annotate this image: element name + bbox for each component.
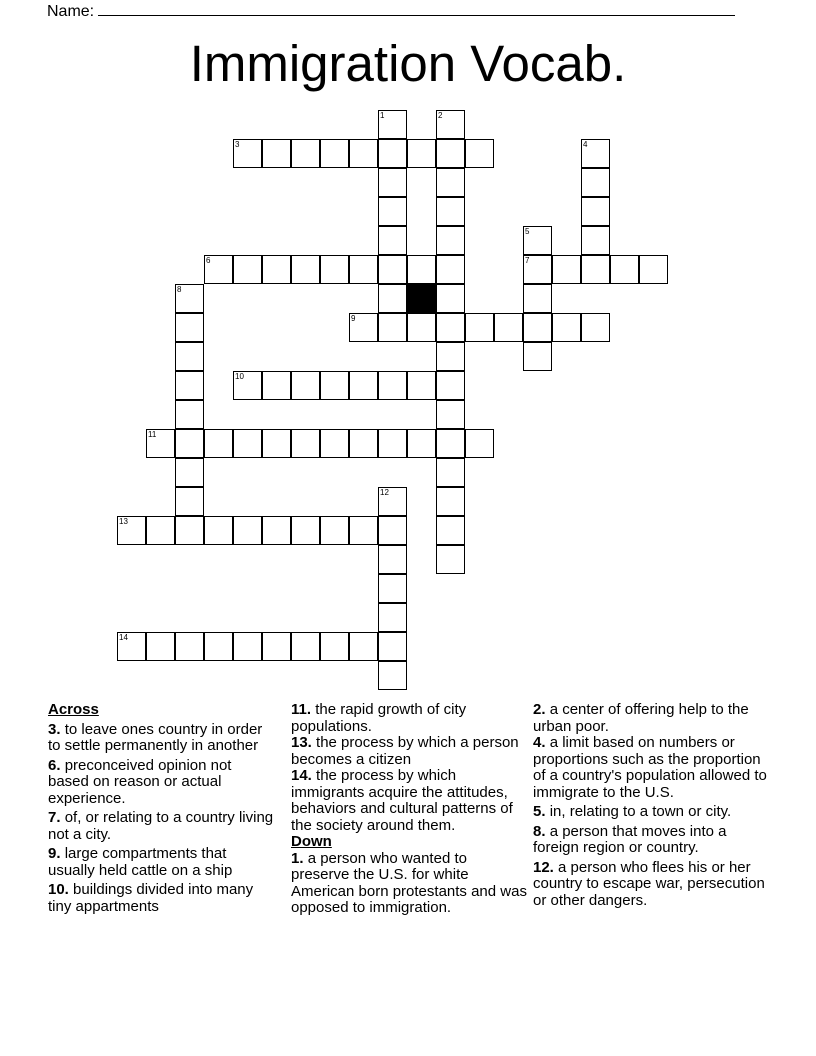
clue-number-label: 14 [119, 633, 128, 642]
crossword-cell[interactable] [407, 313, 436, 342]
crossword-cell[interactable] [146, 429, 175, 458]
clue-across [48, 810, 276, 843]
crossword-cell[interactable] [175, 516, 204, 545]
crossword-cell[interactable] [581, 226, 610, 255]
clue-text: a person that moves into a foreign region or country. [533, 822, 727, 856]
clue-across [291, 735, 529, 768]
clues-column-2 [291, 702, 529, 920]
clue-number-label: 2 [438, 111, 443, 120]
crossword-cell[interactable] [349, 313, 378, 342]
clue-text: a person who flees his or her country to escape war, persecution or other dangers. [533, 858, 765, 909]
crossword-cell[interactable] [465, 313, 494, 342]
crossword-cell[interactable] [523, 255, 552, 284]
crossword-cell[interactable] [291, 429, 320, 458]
crossword-cell[interactable] [378, 197, 407, 226]
crossword-cell[interactable] [378, 284, 407, 313]
clue-number: 1. [291, 849, 304, 867]
clue-down [291, 851, 529, 917]
clue-down [533, 804, 773, 821]
crossword-cell[interactable] [175, 313, 204, 342]
clue-number-label: 4 [583, 140, 588, 149]
crossword-cell[interactable] [436, 458, 465, 487]
crossword-cell[interactable] [436, 371, 465, 400]
clue-down [533, 860, 773, 910]
crossword-cell[interactable] [175, 458, 204, 487]
clue-number: 9. [48, 845, 61, 862]
clue-number: 11. [291, 701, 312, 718]
crossword-cell[interactable] [204, 429, 233, 458]
crossword-cell[interactable] [378, 429, 407, 458]
crossword-cell[interactable] [349, 516, 378, 545]
crossword-cell[interactable] [436, 168, 465, 197]
clue-down [533, 735, 773, 801]
crossword-cell[interactable] [320, 255, 349, 284]
crossword-cell[interactable] [639, 255, 668, 284]
clue-text: large compartments that usually held cattle on a ship [48, 845, 233, 879]
crossword-cell[interactable] [610, 255, 639, 284]
crossword-cell[interactable] [378, 574, 407, 603]
clue-number-label: 11 [148, 430, 157, 439]
crossword-cell[interactable] [378, 139, 407, 168]
crossword-cell[interactable] [378, 168, 407, 197]
clue-number-label: 13 [119, 517, 128, 526]
crossword-cell[interactable] [378, 632, 407, 661]
crossword-cell[interactable] [175, 342, 204, 371]
crossword-cell[interactable] [436, 313, 465, 342]
clue-text: in, relating to a town or city. [549, 803, 732, 820]
crossword-cell[interactable] [320, 371, 349, 400]
crossword-cell[interactable] [436, 110, 465, 139]
crossword-cell[interactable] [175, 284, 204, 313]
crossword-cell[interactable] [436, 284, 465, 313]
clue-text: a limit based on numbers or proportions such as the proportion of a country's population allowed to immigrate to the U.S. [533, 734, 767, 801]
crossword-cell[interactable] [523, 226, 552, 255]
clue-across [291, 702, 529, 735]
crossword-cell[interactable] [204, 516, 233, 545]
clue-number: 13. [291, 734, 312, 751]
clues-column-3 [533, 702, 773, 912]
clue-text: to leave ones country in order to settle permanently in another [48, 720, 263, 754]
crossword-cell[interactable] [436, 226, 465, 255]
crossword-cell[interactable] [436, 429, 465, 458]
crossword-cell[interactable] [581, 168, 610, 197]
crossword-cell[interactable] [291, 632, 320, 661]
crossword-cell[interactable] [233, 255, 262, 284]
crossword-cell[interactable] [407, 429, 436, 458]
clue-across [291, 768, 529, 834]
clue-text: a person who wanted to preserve the U.S. for white American born protestants and was opposed to immigration. [291, 849, 527, 916]
clue-number: 3. [48, 720, 61, 738]
page-title: Immigration Vocab. [189, 35, 627, 92]
crossword-cell[interactable] [378, 487, 407, 516]
crossword-cell[interactable] [378, 603, 407, 632]
clue-number-label: 1 [380, 111, 385, 120]
crossword-cell[interactable] [349, 255, 378, 284]
crossword-cell[interactable] [523, 342, 552, 371]
crossword-cell[interactable] [233, 139, 262, 168]
crossword-cell[interactable] [291, 139, 320, 168]
clue-number: 12. [533, 858, 554, 876]
crossword-cell[interactable] [320, 139, 349, 168]
crossword-cell[interactable] [262, 255, 291, 284]
crossword-cell[interactable] [436, 255, 465, 284]
crossword-cell[interactable] [291, 516, 320, 545]
crossword-cell[interactable] [494, 313, 523, 342]
clue-number: 5. [533, 803, 546, 820]
crossword-cell[interactable] [291, 255, 320, 284]
crossword-cell[interactable] [378, 661, 407, 690]
clue-number-label: 3 [235, 140, 240, 149]
crossword-cell[interactable] [349, 139, 378, 168]
clue-number-label: 9 [351, 314, 356, 323]
crossword-cell[interactable] [465, 429, 494, 458]
crossword-cell[interactable] [175, 371, 204, 400]
clue-across [48, 722, 276, 755]
clue-text: buildings divided into many tiny appartments [48, 881, 254, 915]
crossword-cell[interactable] [581, 255, 610, 284]
crossword-cell[interactable] [146, 516, 175, 545]
crossword-cell[interactable] [262, 516, 291, 545]
crossword-cell[interactable] [262, 139, 291, 168]
clue-across [48, 882, 276, 915]
clue-text: the rapid growth of city populations. [291, 701, 467, 735]
clue-number-label: 10 [235, 372, 244, 381]
clue-number: 14. [291, 767, 312, 784]
crossword-cell[interactable] [175, 429, 204, 458]
crossword-cell[interactable] [523, 284, 552, 313]
clue-text: the process by which immigrants acquire the attitudes, behaviors and cultural patterns of the society around them. [291, 767, 513, 834]
clue-number-label: 8 [177, 285, 182, 294]
crossword-cell[interactable] [552, 255, 581, 284]
crossword-cell[interactable] [581, 197, 610, 226]
clues-column-1 [48, 702, 276, 918]
crossword-cell[interactable] [436, 545, 465, 574]
crossword-cell[interactable] [262, 632, 291, 661]
clue-text: the process by which a person becomes a citizen [291, 734, 519, 768]
clue-across [48, 758, 276, 808]
crossword-cell[interactable] [175, 487, 204, 516]
crossword-cell[interactable] [233, 516, 262, 545]
crossword-cell[interactable] [407, 371, 436, 400]
crossword-cell[interactable] [436, 516, 465, 545]
clue-number-label: 12 [380, 488, 389, 497]
clue-number: 4. [533, 734, 546, 751]
crossword-cell[interactable] [436, 400, 465, 429]
crossword-cell[interactable] [320, 632, 349, 661]
crossword-cell[interactable] [146, 632, 175, 661]
crossword-black-cell [407, 284, 436, 313]
crossword-cell[interactable] [262, 429, 291, 458]
crossword-cell[interactable] [581, 313, 610, 342]
crossword-cell[interactable] [436, 487, 465, 516]
clue-number: 8. [533, 822, 546, 840]
clue-number-label: 6 [206, 256, 211, 265]
clue-across [48, 846, 276, 879]
crossword-cell[interactable] [291, 371, 320, 400]
clue-down [533, 702, 773, 735]
clue-text: a center of offering help to the urban poor. [533, 701, 749, 735]
clue-text: preconceived opinion not based on reason or actual experience. [48, 756, 232, 807]
crossword-cell[interactable] [407, 255, 436, 284]
crossword-cell[interactable] [378, 226, 407, 255]
crossword-cell[interactable] [349, 429, 378, 458]
down-heading: Down [291, 833, 332, 850]
crossword-cell[interactable] [378, 313, 407, 342]
clue-number: 6. [48, 756, 61, 774]
crossword-cell[interactable] [436, 139, 465, 168]
clue-number-label: 5 [525, 227, 530, 236]
crossword-cell[interactable] [320, 516, 349, 545]
crossword-cell[interactable] [436, 197, 465, 226]
crossword-cell[interactable] [320, 429, 349, 458]
clue-number: 7. [48, 809, 61, 826]
crossword-cell[interactable] [436, 342, 465, 371]
crossword-cell[interactable] [204, 255, 233, 284]
crossword-cell[interactable] [349, 371, 378, 400]
crossword-cell[interactable] [378, 516, 407, 545]
clue-number: 10. [48, 881, 69, 898]
crossword-cell[interactable] [175, 632, 204, 661]
across-heading: Across [48, 701, 99, 718]
crossword-cell[interactable] [233, 371, 262, 400]
crossword-cell[interactable] [175, 400, 204, 429]
clue-number-label: 7 [525, 256, 530, 265]
clue-number: 2. [533, 701, 546, 718]
crossword-cell[interactable] [233, 632, 262, 661]
clue-text: of, or relating to a country living not a city. [48, 809, 274, 843]
crossword-cell[interactable] [465, 139, 494, 168]
crossword-cell[interactable] [581, 139, 610, 168]
crossword-cell[interactable] [233, 429, 262, 458]
crossword-cell[interactable] [407, 139, 436, 168]
clue-down [533, 824, 773, 857]
crossword-cell[interactable] [378, 255, 407, 284]
crossword-cell[interactable] [378, 371, 407, 400]
crossword-cell[interactable] [552, 313, 581, 342]
crossword-cell[interactable] [378, 545, 407, 574]
crossword-cell[interactable] [117, 632, 146, 661]
crossword-cell[interactable] [262, 371, 291, 400]
crossword-cell[interactable] [523, 313, 552, 342]
crossword-cell[interactable] [349, 632, 378, 661]
crossword-cell[interactable] [378, 110, 407, 139]
name-label: Name: [47, 3, 95, 20]
crossword-cell[interactable] [117, 516, 146, 545]
crossword-cell[interactable] [204, 632, 233, 661]
